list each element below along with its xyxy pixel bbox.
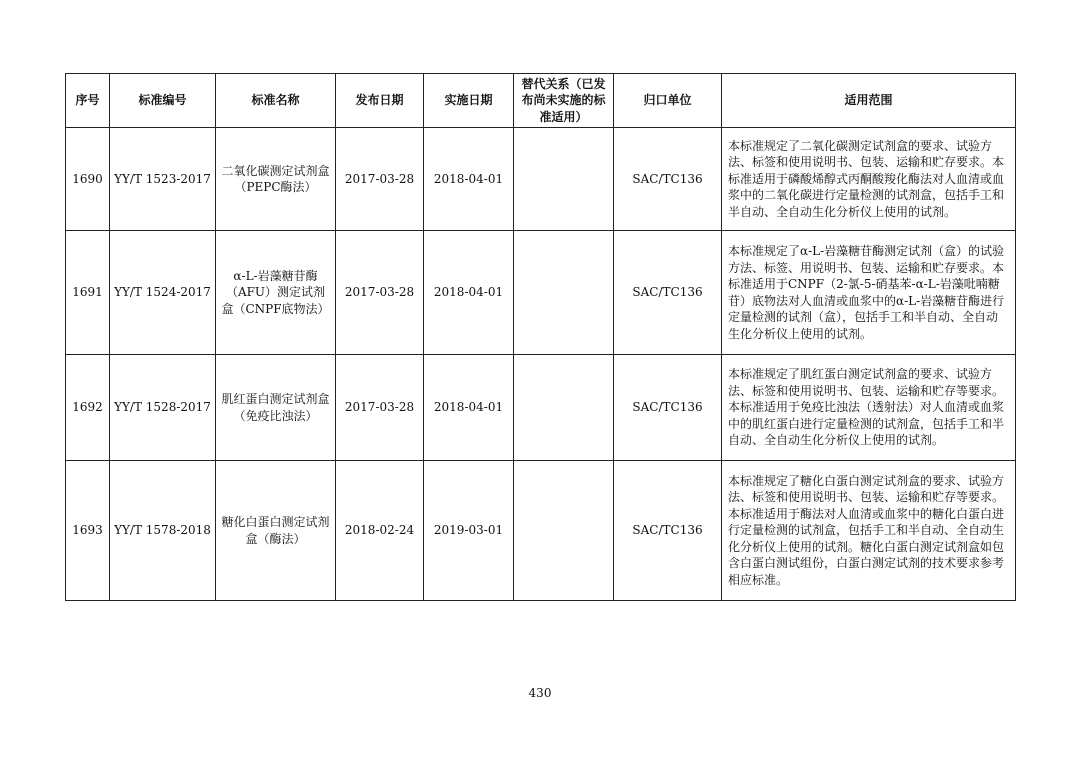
table-row	[66, 128, 1016, 231]
cell-publish-date: 2017-03-28	[336, 128, 424, 231]
cell-responsible-unit: SAC/TC136	[614, 128, 722, 231]
cell-serial: 1692	[66, 355, 110, 461]
table-row	[66, 355, 1016, 461]
cell-standard-code: YY/T 1528-2017	[110, 355, 216, 461]
cell-standard-name: 肌红蛋白测定试剂盒（免疫比浊法）	[216, 355, 336, 461]
cell-serial: 1690	[66, 128, 110, 231]
cell-scope: 本标准规定了α-L-岩藻糖苷酶测定试剂（盒）的试验方法、标签、用说明书、包装、运输和贮存要求。本标准适用于CNPF（2-氯-5-硝基苯-α-L-岩藻吡喃糖苷）底物法对人血清或血浆中的α-L-岩藻糖苷酶进行定量检测的试剂（盒），包括手工和半自动、全自动生化分析仪上使用的试剂。	[722, 231, 1016, 355]
table-row	[66, 461, 1016, 601]
cell-standard-code: YY/T 1524-2017	[110, 231, 216, 355]
cell-scope: 本标准规定了肌红蛋白测定试剂盒的要求、试验方法、标签和使用说明书、包装、运输和贮存等要求。本标准适用于免疫比浊法（透射法）对人血清或血浆中的肌红蛋白进行定量检测的试剂盒，包括手工和半自动、全自动生化分析仪上使用的试剂。	[722, 355, 1016, 461]
cell-implement-date: 2018-04-01	[424, 231, 514, 355]
cell-responsible-unit: SAC/TC136	[614, 355, 722, 461]
table-row	[66, 231, 1016, 355]
cell-implement-date: 2018-04-01	[424, 355, 514, 461]
cell-serial: 1691	[66, 231, 110, 355]
header-standard-code: 标准编号	[110, 74, 216, 128]
cell-standard-code: YY/T 1523-2017	[110, 128, 216, 231]
cell-scope: 本标准规定了二氧化碳测定试剂盒的要求、试验方法、标签和使用说明书、包装、运输和贮存要求。本标准适用于磷酸烯醇式丙酮酸羧化酶法对人血清或血浆中的二氧化碳进行定量检测的试剂盒，包括手工和半自动、全自动生化分析仪上使用的试剂。	[722, 128, 1016, 231]
cell-standard-name: 糖化白蛋白测定试剂盒（酶法）	[216, 461, 336, 601]
header-publish-date: 发布日期	[336, 74, 424, 128]
cell-standard-code: YY/T 1578-2018	[110, 461, 216, 601]
cell-publish-date: 2018-02-24	[336, 461, 424, 601]
header-serial: 序号	[66, 74, 110, 128]
cell-implement-date: 2019-03-01	[424, 461, 514, 601]
standards-table	[65, 73, 1016, 601]
header-scope: 适用范围	[722, 74, 1016, 128]
header-implement-date: 实施日期	[424, 74, 514, 128]
page-number: 430	[528, 686, 552, 700]
cell-replacement	[514, 231, 614, 355]
cell-replacement	[514, 128, 614, 231]
cell-replacement	[514, 461, 614, 601]
cell-publish-date: 2017-03-28	[336, 231, 424, 355]
cell-standard-name: 二氧化碳测定试剂盒（PEPC酶法）	[216, 128, 336, 231]
cell-serial: 1693	[66, 461, 110, 601]
cell-publish-date: 2017-03-28	[336, 355, 424, 461]
cell-responsible-unit: SAC/TC136	[614, 231, 722, 355]
cell-standard-name: α-L-岩藻糖苷酶（AFU）测定试剂盒（CNPF底物法）	[216, 231, 336, 355]
cell-implement-date: 2018-04-01	[424, 128, 514, 231]
cell-responsible-unit: SAC/TC136	[614, 461, 722, 601]
header-standard-name: 标准名称	[216, 74, 336, 128]
cell-replacement	[514, 355, 614, 461]
cell-scope: 本标准规定了糖化白蛋白测定试剂盒的要求、试验方法、标签和使用说明书、包装、运输和贮存等要求。本标准适用于酶法对人血清或血浆中的糖化白蛋白进行定量检测的试剂盒，包括手工和半自动、全自动生化分析仪上使用的试剂。糖化白蛋白测定试剂盒如包含白蛋白测试组份，白蛋白测定试剂的技术要求参考相应标准。	[722, 461, 1016, 601]
table-header-row	[66, 74, 1016, 128]
header-responsible-unit: 归口单位	[614, 74, 722, 128]
header-replacement: 替代关系（已发布尚未实施的标准适用）	[514, 74, 614, 128]
